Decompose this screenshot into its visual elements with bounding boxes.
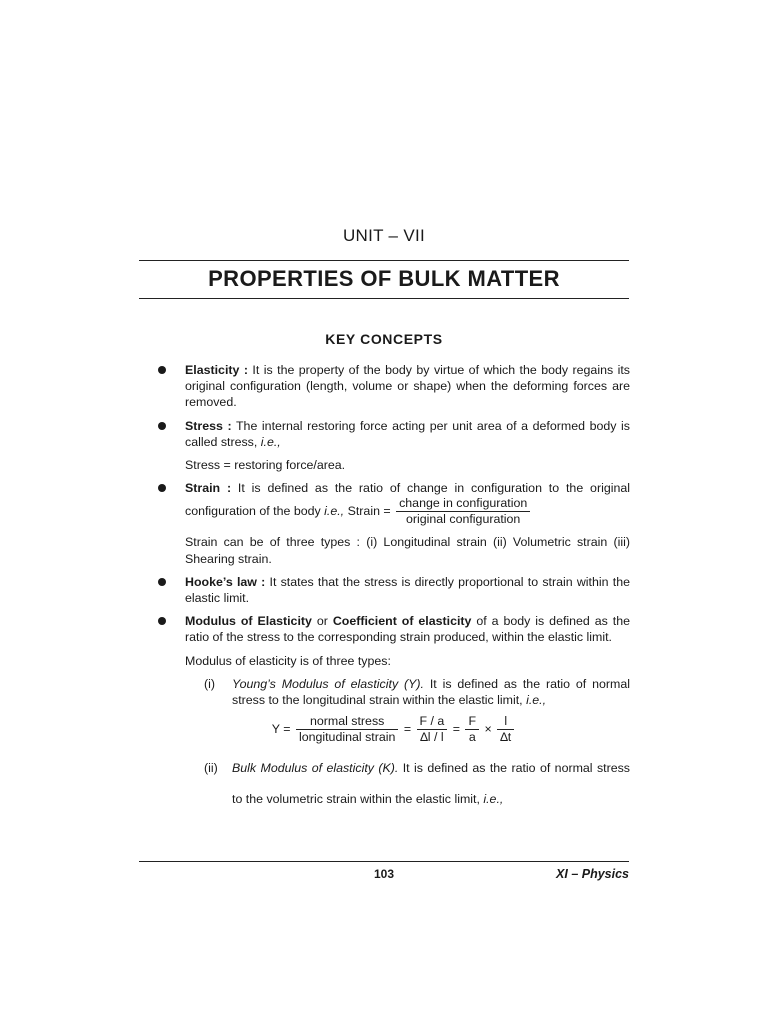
title-bottom-rule: [139, 298, 629, 299]
title-top-rule: [139, 260, 629, 261]
l-over-dt-fraction: [497, 714, 514, 745]
concept-stress: [158, 418, 630, 450]
fraction-numerator: normal stress: [296, 714, 398, 730]
definition-text: It is defined as the ratio of normal stress to the volumetric strain within the elastic limit,: [232, 761, 630, 807]
bullet-icon: [158, 578, 166, 586]
f-over-a-fraction: [465, 714, 479, 745]
chapter-title: PROPERTIES OF BULK MATTER: [208, 266, 560, 291]
times-sign: ×: [484, 722, 492, 737]
equals-sign: =: [452, 722, 461, 737]
list-number: (i): [204, 676, 216, 691]
concept-modulus: [158, 613, 630, 645]
strain-types: Strain can be of three types : (i) Longitudinal strain (ii) Volumetric strain (iii) Shearing strain.: [185, 535, 630, 566]
concept-hooke: [158, 574, 630, 606]
content-body: [158, 362, 630, 821]
fraction-denominator: a: [468, 730, 476, 745]
definition-text: It is defined as the ratio of normal stress to the longitudinal strain within the elastic limit,: [232, 676, 630, 708]
ie-text: i.e.,: [324, 504, 345, 519]
stress-formula: Stress = restoring force/area.: [185, 458, 346, 473]
strain-fraction: [396, 496, 530, 527]
unit-heading: UNIT – VII: [342, 226, 426, 245]
bulk-modulus: [158, 753, 630, 815]
definition-text: of a body is defined as the ratio of the stress to the corresponding strain produced, within the elastic limit.: [185, 614, 631, 645]
fraction-numerator: l: [497, 714, 514, 730]
young-name: Young’s Modulus of elasticity (Y).: [232, 676, 424, 691]
fraction-denominator: ∆t: [500, 730, 512, 745]
ie-text: i.e.,: [260, 434, 281, 449]
bullet-icon: [158, 366, 166, 374]
strain-lhs: Strain =: [347, 504, 391, 519]
or-text: or: [311, 614, 333, 629]
bullet-icon: [158, 617, 166, 625]
stress-strain-fraction: [296, 714, 398, 745]
fraction-numerator: F: [465, 714, 479, 730]
definition-text: It is the property of the body by virtue of which the body regains its original configuration (length, volume or shape) when the deforming forces are removed.: [185, 363, 630, 410]
page-number: 103: [373, 867, 395, 881]
modulus-types: Modulus of elasticity is of three types:: [185, 653, 391, 668]
footer-rule: [139, 861, 629, 862]
term-modulus: Modulus of Elasticity: [185, 614, 312, 629]
term-hooke: Hooke’s law :: [185, 574, 266, 589]
bulk-name: Bulk Modulus of elasticity (K).: [232, 761, 399, 776]
equals-sign: =: [403, 722, 412, 737]
force-area-fraction: [417, 714, 448, 745]
young-lhs: Y =: [271, 722, 291, 737]
fraction-numerator: change in configuration: [396, 496, 530, 512]
term-coefficient: Coefficient of elasticity: [332, 614, 472, 629]
concept-elasticity: [158, 362, 630, 411]
concept-strain: [158, 480, 630, 527]
strain-equation: [348, 496, 533, 527]
bullet-icon: [158, 422, 166, 430]
young-modulus: [158, 676, 630, 708]
young-equation: [158, 714, 630, 745]
definition-text: It is defined as the ratio of change in configuration to the original configuration of the body: [185, 481, 630, 519]
fraction-numerator: F / a: [417, 714, 448, 730]
ie-text: i.e.,: [526, 693, 547, 708]
definition-text: It states that the stress is directly proportional to strain within the elastic limit.: [185, 574, 630, 606]
definition-text: The internal restoring force acting per unit area of a deformed body is called stress,: [185, 418, 630, 449]
footer-subject: XI – Physics: [556, 867, 629, 881]
section-heading: KEY CONCEPTS: [325, 331, 443, 347]
list-number: (ii): [204, 761, 218, 776]
ie-text: i.e.,: [483, 792, 504, 807]
fraction-denominator: longitudinal strain: [298, 730, 396, 745]
bullet-icon: [158, 484, 166, 492]
term-strain: Strain :: [185, 481, 232, 496]
fraction-denominator: ∆l / l: [420, 730, 444, 745]
term-stress: Stress :: [185, 418, 232, 433]
fraction-denominator: original configuration: [405, 512, 521, 527]
term-elasticity: Elasticity :: [185, 363, 248, 377]
